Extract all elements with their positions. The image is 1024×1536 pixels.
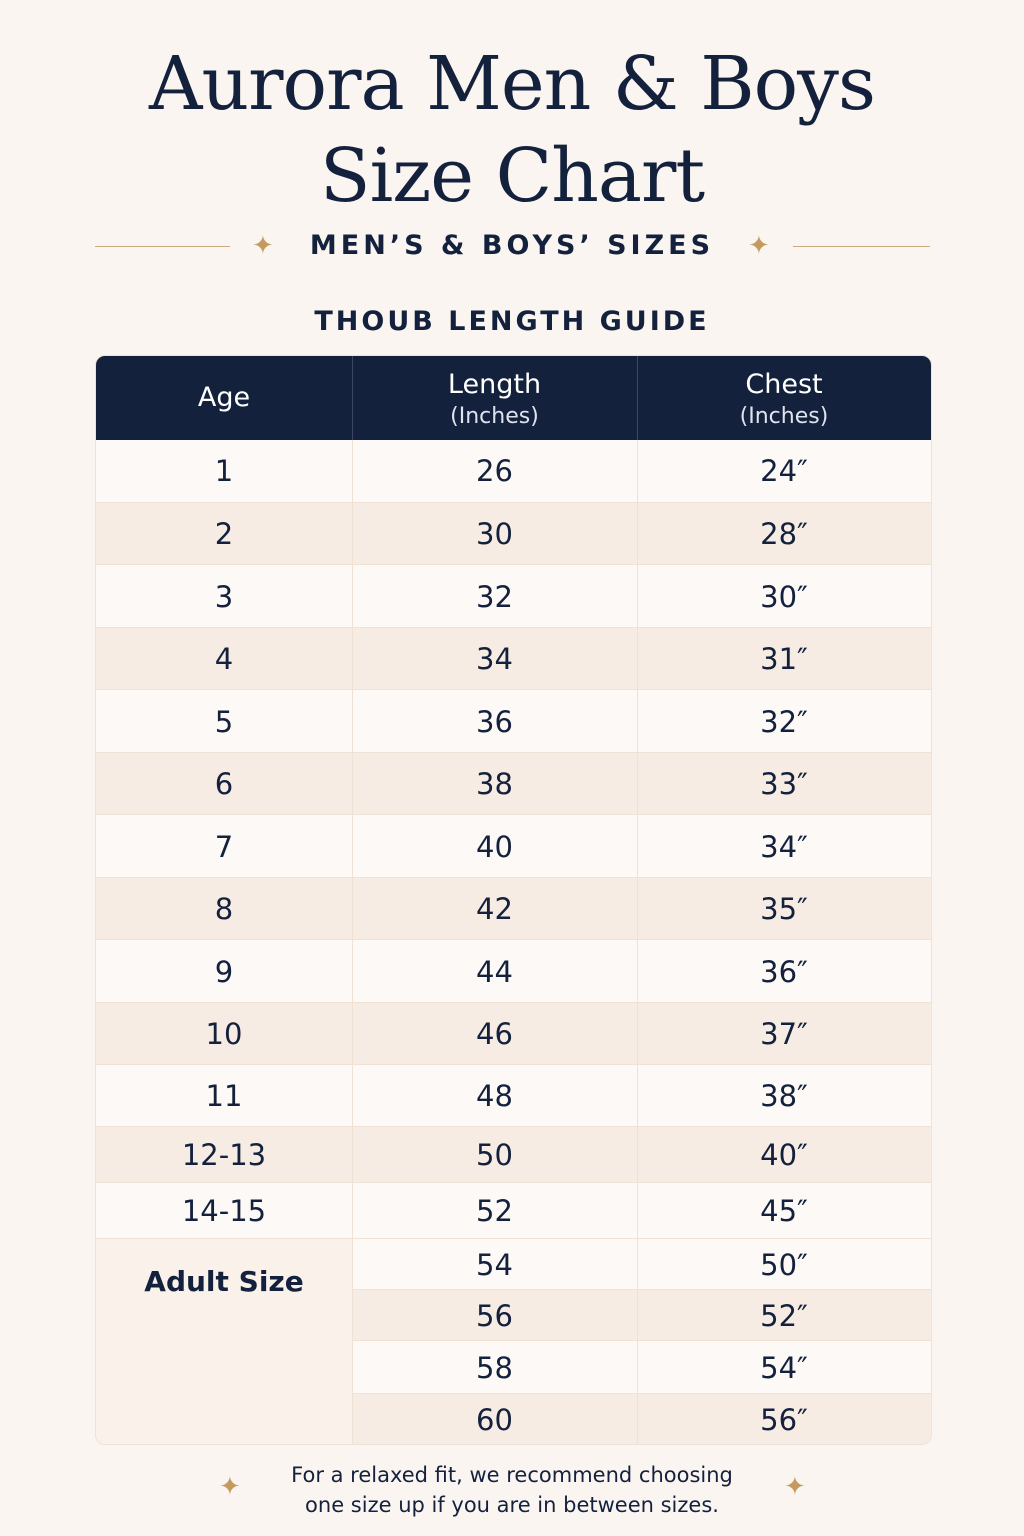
chest-cell: 38″ bbox=[760, 1079, 808, 1113]
adult-size-group bbox=[96, 1238, 352, 1445]
age-cell: 2 bbox=[214, 517, 234, 551]
size-table bbox=[95, 355, 932, 1445]
sparkle-icon: ✦ bbox=[748, 231, 770, 261]
header-length bbox=[352, 356, 637, 440]
age-cell: 9 bbox=[214, 954, 234, 989]
table-row bbox=[96, 1182, 931, 1239]
age-cell: 4 bbox=[214, 642, 234, 676]
page-title-line-2: Size Chart bbox=[319, 133, 705, 219]
table-row bbox=[96, 502, 931, 565]
chest-cell: 30″ bbox=[760, 579, 808, 614]
age-cell: 14-15 bbox=[181, 1194, 267, 1228]
chest-cell: 37″ bbox=[760, 1017, 808, 1051]
subtitle-row bbox=[0, 228, 1024, 268]
table-row bbox=[96, 1002, 931, 1065]
chest-cell: 52″ bbox=[760, 1298, 808, 1333]
age-cell: 6 bbox=[214, 767, 234, 801]
age-cell: 8 bbox=[214, 892, 234, 926]
age-cell: 12-13 bbox=[181, 1138, 267, 1172]
header-chest bbox=[637, 356, 931, 440]
table-row bbox=[96, 440, 931, 502]
length-cell: 42 bbox=[476, 892, 513, 926]
length-cell: 36 bbox=[476, 704, 513, 739]
age-cell: 3 bbox=[214, 579, 234, 614]
table-row bbox=[96, 814, 931, 878]
footnote-line-1: For a relaxed fit, we recommend choosing bbox=[291, 1463, 733, 1487]
table-row bbox=[96, 752, 931, 815]
column-divider bbox=[637, 440, 638, 1445]
age-cell: 5 bbox=[214, 704, 234, 739]
length-cell: 52 bbox=[476, 1194, 513, 1228]
header-length-label: Length bbox=[447, 369, 542, 400]
chest-cell: 31″ bbox=[760, 642, 808, 676]
subtitle: MEN’S & BOYS’ SIZES bbox=[309, 230, 715, 261]
table-row bbox=[96, 939, 931, 1003]
table-header bbox=[96, 356, 931, 440]
page-title-line-1: Aurora Men & Boys bbox=[149, 41, 875, 127]
age-cell: 10 bbox=[205, 1017, 243, 1051]
chest-cell: 24″ bbox=[760, 454, 808, 488]
length-cell: 48 bbox=[476, 1079, 513, 1113]
table-row bbox=[96, 689, 931, 753]
column-divider bbox=[352, 440, 353, 1445]
chest-cell: 32″ bbox=[760, 704, 808, 739]
age-cell: 11 bbox=[205, 1079, 243, 1113]
sparkle-icon: ✦ bbox=[784, 1472, 806, 1502]
header-chest-label: Chest bbox=[745, 369, 823, 400]
footnote-line-2: one size up if you are in between sizes. bbox=[305, 1493, 719, 1517]
chest-cell: 56″ bbox=[760, 1403, 808, 1437]
length-cell: 50 bbox=[476, 1138, 513, 1172]
table-row bbox=[96, 564, 931, 628]
header-age-label: Age bbox=[197, 382, 251, 413]
chest-cell: 36″ bbox=[760, 954, 808, 989]
chest-cell: 35″ bbox=[760, 892, 808, 926]
length-cell: 46 bbox=[476, 1017, 513, 1051]
table-row bbox=[96, 1064, 931, 1127]
length-cell: 38 bbox=[476, 767, 513, 801]
table-row bbox=[96, 627, 931, 690]
length-cell: 40 bbox=[476, 829, 513, 864]
length-cell: 58 bbox=[476, 1350, 513, 1385]
chest-cell: 40″ bbox=[760, 1138, 808, 1172]
decor-rule-right bbox=[793, 246, 930, 247]
chest-cell: 45″ bbox=[760, 1194, 808, 1228]
length-cell: 54 bbox=[476, 1247, 513, 1282]
length-cell: 44 bbox=[476, 954, 513, 989]
adult-size-label: Adult Size bbox=[144, 1265, 304, 1298]
length-cell: 60 bbox=[476, 1403, 513, 1437]
sparkle-icon: ✦ bbox=[252, 231, 274, 261]
section-title: THOUB LENGTH GUIDE bbox=[314, 306, 710, 337]
sparkle-icon: ✦ bbox=[219, 1472, 241, 1502]
table-row bbox=[96, 1126, 931, 1183]
header-age bbox=[96, 356, 352, 440]
chest-cell: 34″ bbox=[760, 829, 808, 864]
chest-cell: 54″ bbox=[760, 1350, 808, 1385]
length-cell: 30 bbox=[476, 517, 513, 551]
age-cell: 7 bbox=[214, 829, 234, 864]
length-cell: 26 bbox=[476, 454, 513, 488]
header-chest-unit: (Inches) bbox=[739, 404, 829, 429]
chest-cell: 33″ bbox=[760, 767, 808, 801]
chest-cell: 50″ bbox=[760, 1247, 808, 1282]
length-cell: 32 bbox=[476, 579, 513, 614]
length-cell: 56 bbox=[476, 1298, 513, 1333]
length-cell: 34 bbox=[476, 642, 513, 676]
header-length-unit: (Inches) bbox=[450, 404, 539, 429]
age-cell: 1 bbox=[214, 454, 234, 488]
footnote bbox=[0, 1460, 1024, 1520]
chest-cell: 28″ bbox=[760, 517, 808, 551]
table-row bbox=[96, 877, 931, 940]
